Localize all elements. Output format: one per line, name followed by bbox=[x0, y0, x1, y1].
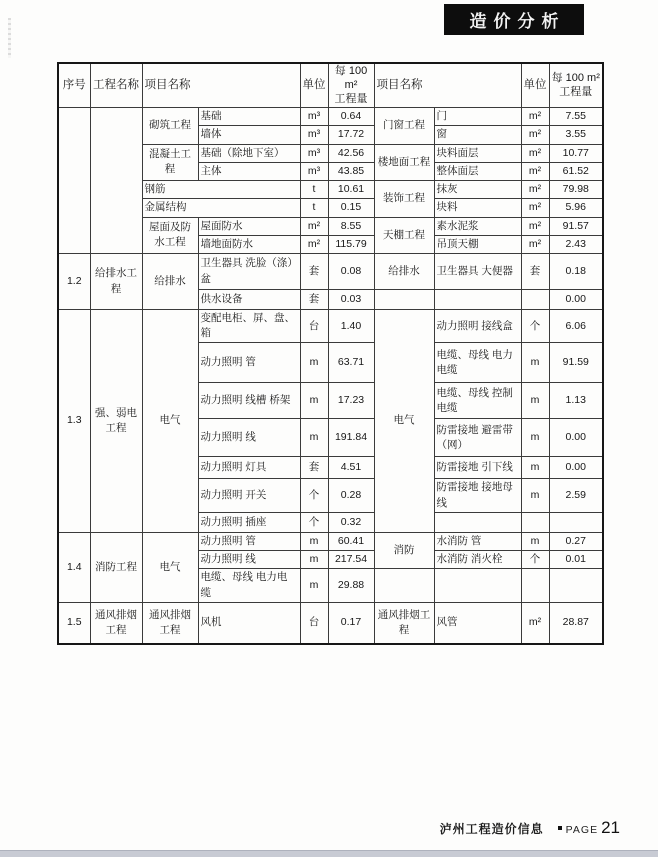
qty-cell: 7.55 bbox=[549, 108, 603, 126]
unit-cell: 套 bbox=[300, 254, 328, 290]
item-cell: 防雷接地 接地母线 bbox=[434, 479, 521, 512]
qty-cell: 42.56 bbox=[328, 144, 374, 162]
qty-cell: 0.00 bbox=[549, 457, 603, 479]
item-cell: 墙地面防水 bbox=[198, 235, 300, 253]
unit-cell: m bbox=[300, 383, 328, 419]
unit-cell: 套 bbox=[521, 254, 549, 290]
unit-cell: m bbox=[521, 457, 549, 479]
col-header-item-right: 项目名称 bbox=[374, 63, 521, 108]
unit-cell bbox=[521, 290, 549, 310]
item-cell bbox=[434, 569, 521, 602]
item-cell: 基础 bbox=[198, 108, 300, 126]
item-cell: 水消防 消火栓 bbox=[434, 551, 521, 569]
qty-cell: 6.06 bbox=[549, 310, 603, 343]
group-cell: 天棚工程 bbox=[374, 217, 434, 253]
footer-bullet-icon bbox=[558, 826, 562, 830]
qty-cell: 17.72 bbox=[328, 126, 374, 144]
item-cell: 窗 bbox=[434, 126, 521, 144]
unit-cell: m bbox=[521, 479, 549, 512]
qty-cell: 191.84 bbox=[328, 419, 374, 457]
item-cell: 防雷接地 引下线 bbox=[434, 457, 521, 479]
group-cell: 电气 bbox=[142, 310, 198, 533]
group-cell: 给排水 bbox=[374, 254, 434, 290]
project-name-cell: 强、弱电工程 bbox=[90, 310, 142, 533]
qty-cell: 0.00 bbox=[549, 290, 603, 310]
qty-header-line2: 工程量 bbox=[559, 85, 593, 98]
item-cell: 动力照明 接线盒 bbox=[434, 310, 521, 343]
unit-cell: m bbox=[521, 383, 549, 419]
qty-cell: 0.15 bbox=[328, 199, 374, 217]
qty-cell bbox=[549, 569, 603, 602]
qty-cell: 115.79 bbox=[328, 235, 374, 253]
qty-cell: 0.08 bbox=[328, 254, 374, 290]
group-cell: 装饰工程 bbox=[374, 181, 434, 217]
item-cell: 动力照明 线槽 桥架 bbox=[198, 383, 300, 419]
group-cell: 楼地面工程 bbox=[374, 144, 434, 180]
unit-cell: 个 bbox=[300, 512, 328, 532]
group-cell: 消防 bbox=[374, 532, 434, 568]
unit-cell: t bbox=[300, 181, 328, 199]
qty-cell: 0.01 bbox=[549, 551, 603, 569]
qty-cell: 43.85 bbox=[328, 162, 374, 180]
group-cell: 屋面及防水工程 bbox=[142, 217, 198, 253]
serial-cell bbox=[58, 108, 90, 254]
section-badge-label: 造价分析 bbox=[469, 12, 566, 31]
qty-cell: 61.52 bbox=[549, 162, 603, 180]
unit-cell: m² bbox=[521, 181, 549, 199]
unit-cell: m bbox=[300, 532, 328, 550]
qty-cell: 0.32 bbox=[328, 512, 374, 532]
serial-cell: 1.5 bbox=[58, 602, 90, 644]
item-cell: 屋面防水 bbox=[198, 217, 300, 235]
unit-cell: m² bbox=[521, 199, 549, 217]
item-cell: 素水泥浆 bbox=[434, 217, 521, 235]
item-cell: 卫生器具 大便器 bbox=[434, 254, 521, 290]
unit-cell: m³ bbox=[300, 144, 328, 162]
item-cell: 变配电柜、屏、盘、箱 bbox=[198, 310, 300, 343]
item-cell: 水消防 管 bbox=[434, 532, 521, 550]
serial-cell: 1.3 bbox=[58, 310, 90, 533]
qty-cell: 4.51 bbox=[328, 457, 374, 479]
item-cell: 金属结构 bbox=[142, 199, 300, 217]
item-cell: 卫生器具 洗脸（涤）盆 bbox=[198, 254, 300, 290]
col-header-qty-left bbox=[328, 63, 374, 108]
cost-analysis-table-wrap bbox=[57, 62, 604, 645]
item-cell: 块料 bbox=[434, 199, 521, 217]
item-cell: 钢筋 bbox=[142, 181, 300, 199]
scan-edge-strip bbox=[0, 850, 658, 857]
col-header-unit-left: 单位 bbox=[300, 63, 328, 108]
item-cell: 抹灰 bbox=[434, 181, 521, 199]
item-cell: 电缆、母线 电力电缆 bbox=[198, 569, 300, 602]
unit-cell: 个 bbox=[300, 479, 328, 512]
qty-cell: 0.03 bbox=[328, 290, 374, 310]
group-cell: 混凝土工程 bbox=[142, 144, 198, 180]
item-cell: 风机 bbox=[198, 602, 300, 644]
qty-cell: 60.41 bbox=[328, 532, 374, 550]
unit-cell: 台 bbox=[300, 602, 328, 644]
item-cell: 吊顶天棚 bbox=[434, 235, 521, 253]
unit-cell: m bbox=[521, 343, 549, 383]
qty-cell: 1.13 bbox=[549, 383, 603, 419]
unit-cell: m bbox=[300, 551, 328, 569]
project-name-cell: 给排水工程 bbox=[90, 254, 142, 310]
item-cell: 动力照明 线 bbox=[198, 419, 300, 457]
qty-cell: 0.00 bbox=[549, 419, 603, 457]
group-cell: 通风排烟工程 bbox=[374, 602, 434, 644]
scan-artifact bbox=[8, 18, 11, 58]
item-cell: 动力照明 插座 bbox=[198, 512, 300, 532]
unit-cell: m bbox=[521, 532, 549, 550]
item-cell: 动力照明 线 bbox=[198, 551, 300, 569]
item-cell: 整体面层 bbox=[434, 162, 521, 180]
unit-cell bbox=[521, 512, 549, 532]
qty-cell: 28.87 bbox=[549, 602, 603, 644]
qty-cell: 0.27 bbox=[549, 532, 603, 550]
item-cell: 防雷接地 避雷带（网） bbox=[434, 419, 521, 457]
project-name-cell bbox=[90, 108, 142, 254]
item-cell bbox=[434, 512, 521, 532]
table-row bbox=[58, 602, 603, 644]
qty-header-line2: 工程量 bbox=[334, 92, 368, 105]
qty-cell: 217.54 bbox=[328, 551, 374, 569]
qty-cell: 29.88 bbox=[328, 569, 374, 602]
serial-cell: 1.2 bbox=[58, 254, 90, 310]
unit-cell: m bbox=[300, 343, 328, 383]
item-cell: 墙体 bbox=[198, 126, 300, 144]
qty-cell: 0.18 bbox=[549, 254, 603, 290]
unit-cell: m² bbox=[521, 217, 549, 235]
qty-cell: 1.40 bbox=[328, 310, 374, 343]
cost-analysis-table bbox=[57, 62, 604, 645]
group-cell: 砌筑工程 bbox=[142, 108, 198, 144]
unit-cell: m² bbox=[300, 217, 328, 235]
col-header-item-left: 项目名称 bbox=[142, 63, 300, 108]
qty-cell: 10.77 bbox=[549, 144, 603, 162]
section-badge bbox=[444, 4, 584, 35]
unit-cell: m² bbox=[521, 235, 549, 253]
table-row bbox=[58, 254, 603, 290]
unit-cell: m³ bbox=[300, 126, 328, 144]
qty-cell: 91.59 bbox=[549, 343, 603, 383]
item-cell: 主体 bbox=[198, 162, 300, 180]
group-cell bbox=[374, 569, 434, 602]
unit-cell: 个 bbox=[521, 551, 549, 569]
item-cell: 门 bbox=[434, 108, 521, 126]
group-cell: 通风排烟工程 bbox=[142, 602, 198, 644]
unit-cell: m² bbox=[521, 602, 549, 644]
qty-cell: 0.64 bbox=[328, 108, 374, 126]
project-name-cell: 通风排烟工程 bbox=[90, 602, 142, 644]
item-cell: 电缆、母线 控制电缆 bbox=[434, 383, 521, 419]
qty-cell: 10.61 bbox=[328, 181, 374, 199]
page-footer bbox=[440, 818, 620, 838]
item-cell: 供水设备 bbox=[198, 290, 300, 310]
page-label: PAGE bbox=[565, 824, 599, 836]
project-name-cell: 消防工程 bbox=[90, 532, 142, 602]
unit-cell: m bbox=[300, 569, 328, 602]
item-cell: 风管 bbox=[434, 602, 521, 644]
qty-cell: 79.98 bbox=[549, 181, 603, 199]
table-header-row bbox=[58, 63, 603, 108]
unit-cell: m² bbox=[521, 108, 549, 126]
group-cell: 门窗工程 bbox=[374, 108, 434, 144]
item-cell bbox=[434, 290, 521, 310]
col-header-no: 序号 bbox=[58, 63, 90, 108]
table-row bbox=[58, 310, 603, 343]
unit-cell: m² bbox=[521, 162, 549, 180]
unit-cell: 台 bbox=[300, 310, 328, 343]
item-cell: 动力照明 灯具 bbox=[198, 457, 300, 479]
unit-cell: m² bbox=[521, 126, 549, 144]
qty-cell: 8.55 bbox=[328, 217, 374, 235]
col-header-unit-right: 单位 bbox=[521, 63, 549, 108]
qty-header-line1: 每 100 m² bbox=[551, 71, 600, 84]
item-cell: 动力照明 开关 bbox=[198, 479, 300, 512]
qty-cell: 5.96 bbox=[549, 199, 603, 217]
group-cell: 电气 bbox=[374, 310, 434, 533]
unit-cell: 个 bbox=[521, 310, 549, 343]
qty-header-line1: 每 100 m² bbox=[334, 65, 368, 91]
qty-cell: 0.28 bbox=[328, 479, 374, 512]
item-cell: 动力照明 管 bbox=[198, 532, 300, 550]
group-cell: 电气 bbox=[142, 532, 198, 602]
unit-cell: m bbox=[300, 419, 328, 457]
qty-cell: 2.59 bbox=[549, 479, 603, 512]
page-number: 21 bbox=[601, 818, 620, 837]
unit-cell bbox=[521, 569, 549, 602]
qty-cell: 63.71 bbox=[328, 343, 374, 383]
col-header-name: 工程名称 bbox=[90, 63, 142, 108]
item-cell: 基础（除地下室） bbox=[198, 144, 300, 162]
unit-cell: m³ bbox=[300, 162, 328, 180]
col-header-qty-right bbox=[549, 63, 603, 108]
table-row bbox=[58, 532, 603, 550]
item-cell: 电缆、母线 电力电缆 bbox=[434, 343, 521, 383]
item-cell: 块料面层 bbox=[434, 144, 521, 162]
qty-cell: 2.43 bbox=[549, 235, 603, 253]
item-cell: 动力照明 管 bbox=[198, 343, 300, 383]
qty-cell: 0.17 bbox=[328, 602, 374, 644]
unit-cell: m² bbox=[521, 144, 549, 162]
unit-cell: t bbox=[300, 199, 328, 217]
qty-cell: 3.55 bbox=[549, 126, 603, 144]
journal-name: 泸州工程造价信息 bbox=[439, 822, 544, 836]
unit-cell: 套 bbox=[300, 457, 328, 479]
group-cell: 给排水 bbox=[142, 254, 198, 310]
unit-cell: m bbox=[521, 419, 549, 457]
group-cell bbox=[374, 290, 434, 310]
qty-cell bbox=[549, 512, 603, 532]
unit-cell: m² bbox=[300, 235, 328, 253]
qty-cell: 17.23 bbox=[328, 383, 374, 419]
qty-cell: 91.57 bbox=[549, 217, 603, 235]
unit-cell: m³ bbox=[300, 108, 328, 126]
table-row bbox=[58, 108, 603, 126]
serial-cell: 1.4 bbox=[58, 532, 90, 602]
unit-cell: 套 bbox=[300, 290, 328, 310]
